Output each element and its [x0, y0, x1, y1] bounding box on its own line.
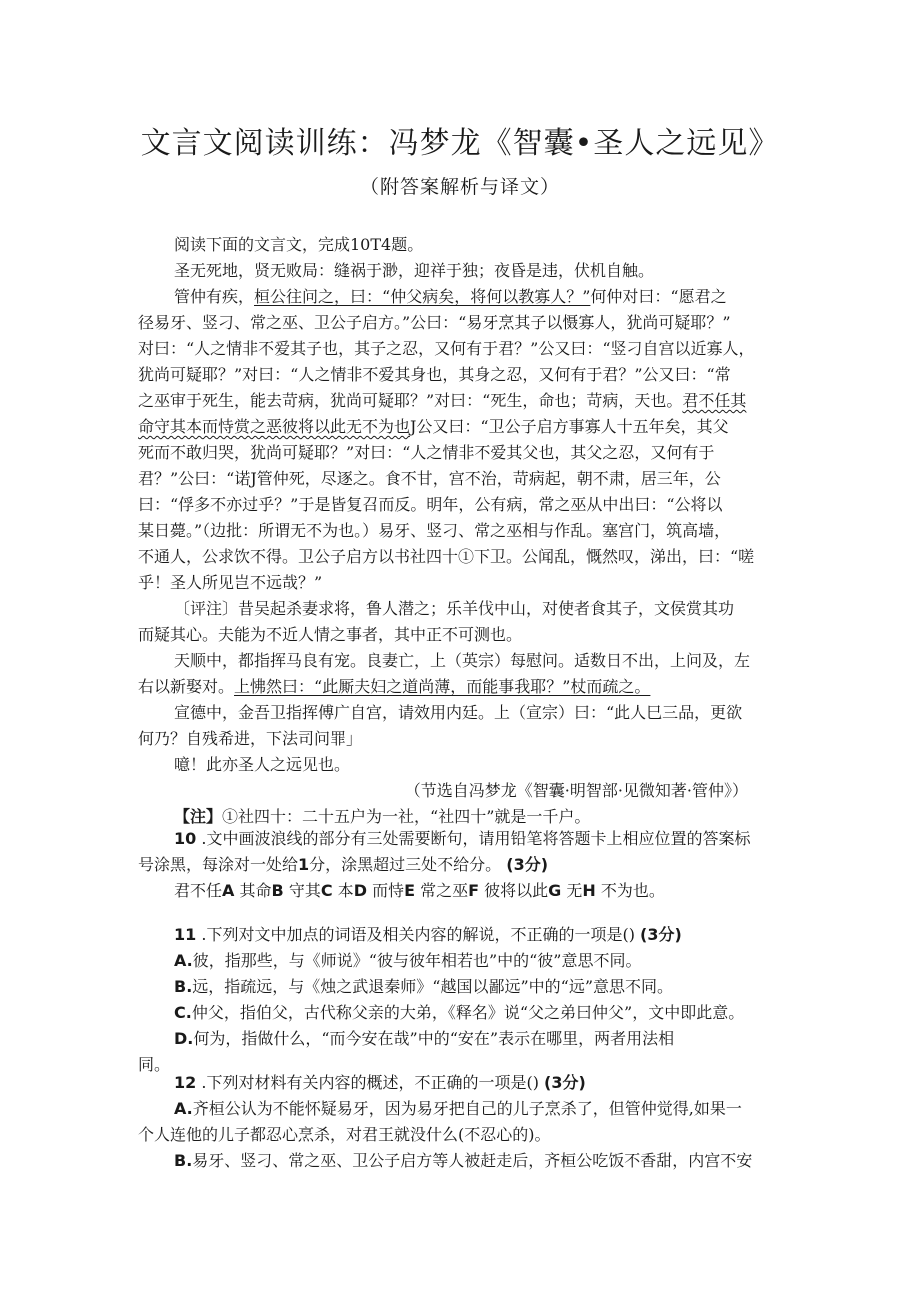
- question-text: 号涂黑，每涂对一处给: [138, 855, 299, 874]
- passage-line: 君？”公曰：“诺J管仲死，尽逐之。食不甘，宫不治，苛病起，朝不肃，居三年，公: [138, 469, 721, 488]
- passage-line: [138, 674, 798, 700]
- question-number: 11: [174, 925, 197, 944]
- option-label[interactable]: E: [404, 881, 416, 900]
- commentary-line: 而疑其心。夫能为不近人情之事者，其中正不可测也。: [138, 625, 523, 644]
- question-line: [138, 922, 798, 948]
- instruction-line: 阅读下面的文言文，完成10T4题。: [174, 235, 424, 254]
- question-10: [138, 826, 798, 904]
- option-text: 守其: [288, 881, 321, 900]
- option-text: 不为也。: [600, 881, 665, 900]
- option-text: 本: [337, 881, 354, 900]
- question-line: [138, 826, 798, 852]
- passage-line: [138, 388, 798, 414]
- text-span: 何仲对曰：“愿君之: [590, 287, 727, 306]
- choice-label: B.: [174, 1151, 193, 1170]
- choice-text: 齐桓公认为不能怀疑易牙，因为易牙把自己的儿子烹杀了，但管仲觉得,如果一: [192, 1099, 742, 1118]
- wavy-underlined-text: 命守其本而恃赏之恶彼将以此无不为也: [138, 417, 411, 436]
- question-line: [138, 852, 798, 878]
- passage-line: 圣无死地，贤无败局：缝祸于渺，迎祥于独；夜昏是违，伏机自触。: [174, 261, 655, 280]
- question-text: 分，涂黑超过三处不给分。: [309, 855, 502, 874]
- question-text: .下列对材料有关内容的概述，不正确的一项是(): [201, 1073, 539, 1092]
- score-label: (3分): [544, 1073, 586, 1092]
- wavy-underlined-text: 君不任其: [682, 391, 747, 410]
- question-line: [138, 1070, 798, 1096]
- option-label[interactable]: B: [271, 881, 284, 900]
- points-value: 1: [298, 855, 310, 874]
- option-label[interactable]: F: [468, 881, 480, 900]
- commentary-line: 〔评注〕昔吴起杀妻求将，鲁人潜之；乐羊伐中山，对使者食其子，文侯赏其功: [174, 599, 735, 618]
- passage-line: 曰：“俘多不亦过乎？”于是皆复召而反。明年，公有病，常之巫从中出曰：“公将以: [138, 495, 723, 514]
- passage-line: 不通人，公求饮不得。卫公子启方以书社四十①下卫。公闻乱，慨然叹，涕出，曰：“嗟: [138, 547, 755, 566]
- choice-text: 易牙、竖刁、常之巫、卫公子启方等人被赶走后，齐桓公吃饭不香甜，内宫不安: [192, 1151, 753, 1170]
- source-citation: （节选自冯梦龙《智囊·明智部·见微知著·管仲》）: [404, 781, 748, 800]
- choice-a[interactable]: [138, 1096, 798, 1122]
- passage-line: 何乃？自残希进，下法司问罪」: [138, 729, 363, 748]
- answer-options-line: [138, 878, 798, 904]
- passage-line: [138, 414, 798, 440]
- passage-line: 噫！此亦圣人之远见也。: [174, 755, 351, 774]
- choice-d-continued: 同。: [138, 1055, 171, 1074]
- underlined-sentence: 上怫然曰：“此厮夫妇之道尚薄，而能事我耶？”: [234, 677, 571, 696]
- question-11: [138, 922, 798, 1078]
- underlined-sentence: 桓公往问之，曰：“仲父病矣，将何以教寡人？”: [254, 287, 591, 306]
- choice-d[interactable]: [138, 1026, 798, 1052]
- score-label: (3分): [506, 855, 549, 874]
- passage-line: 径易牙、竖刁、常之巫、卫公子启方。”公曰：“易牙烹其子以慑寡人，犹尚可疑耶？”: [138, 313, 731, 332]
- question-12: [138, 1070, 798, 1174]
- passage-line: 对曰：“人之情非不爱其子也，其子之忍，又何有于君？”公又曰：“竖刁自宫以近寡人，: [138, 339, 755, 358]
- choice-label: B.: [174, 977, 193, 996]
- option-text: 常之巫: [420, 881, 469, 900]
- underlined-sentence: 杖而疏之。: [570, 677, 651, 696]
- passage-line: 乎！圣人所见岂不远哉？”: [138, 573, 323, 592]
- choice-label: D.: [174, 1029, 194, 1048]
- passage-line: 死而不敢归哭，犹尚可疑耶？”对曰：“人之情非不爱其父也，其父之忍，又何有于: [138, 443, 715, 462]
- choice-text: 何为，指做什么，“而今安在哉”中的“安在”表示在哪里，两者用法相: [193, 1029, 675, 1048]
- text-span: 之巫审于死生，能去苛病，犹尚可疑耶？”对曰：“死生，命也；苛病，天也。: [138, 391, 683, 410]
- question-number: 12: [174, 1073, 197, 1092]
- passage-line: 宣德中，金吾卫指挥傅广自宫，请效用内廷。上（宣宗）曰：“此人巳三品，更欲: [174, 703, 743, 722]
- passage-line: 犹尚可疑耶？”对曰：“人之情非不爱其身也，其身之忍，又何有于君？”公又曰：“常: [138, 365, 731, 384]
- footnote-label: 【注】: [174, 807, 223, 826]
- option-label[interactable]: D: [353, 881, 367, 900]
- choice-label: A.: [174, 1099, 193, 1118]
- text-span: 管仲有疾，: [174, 287, 255, 306]
- option-text: 无: [566, 881, 583, 900]
- passage-line: 天顺中，都指挥马良有宠。良妻亡，上（英宗）每慰问。适数日不出，上问及，左: [174, 651, 751, 670]
- choice-c[interactable]: [138, 1000, 798, 1026]
- question-text: .下列对文中加点的词语及相关内容的解说，不正确的一项是(): [201, 925, 635, 944]
- passage-line: 某日薨。”（边批：所谓无不为也。）易牙、竖刁、常之巫相与作乱。塞宫门，筑高墙，: [138, 521, 731, 540]
- text-span: J公又曰：“卫公子启方事寡人十五年矣，其父: [410, 417, 729, 436]
- question-number: 10: [174, 829, 197, 848]
- option-label[interactable]: G: [548, 881, 562, 900]
- option-text: 君不任: [174, 881, 223, 900]
- score-label: (3分): [640, 925, 682, 944]
- option-text: 彼将以此: [484, 881, 549, 900]
- document-subtitle: （附答案解析与译文）: [359, 176, 560, 198]
- option-text: 其命: [239, 881, 272, 900]
- passage-line: [138, 284, 798, 310]
- footnote-text: ①社四十：二十五户为一社，“社四十”就是一千户。: [222, 807, 591, 826]
- choice-label: A.: [174, 951, 193, 970]
- choice-b[interactable]: [138, 1148, 798, 1174]
- choice-a[interactable]: [138, 948, 798, 974]
- choice-label: C.: [174, 1003, 192, 1022]
- question-text: .文中画波浪线的部分有三处需要断句，请用铅笔将答题卡上相应位置的答案标: [201, 829, 751, 848]
- option-text: 而恃: [372, 881, 405, 900]
- option-label[interactable]: A: [222, 881, 235, 900]
- choice-b[interactable]: [138, 974, 798, 1000]
- choice-text: 远，指疏远，与《烛之武退秦师》“越国以鄙远”中的“远”意思不同。: [192, 977, 674, 996]
- text-span: 右以新娶对。: [138, 677, 235, 696]
- passage: [138, 232, 798, 830]
- document-title: 文言文阅读训练：冯梦龙《智囊•圣人之远见》: [140, 126, 780, 161]
- option-label[interactable]: H: [582, 881, 596, 900]
- choice-text: 彼，指那些，与《师说》“彼与彼年相若也”中的“彼”意思不同。: [192, 951, 642, 970]
- choice-text: 仲父，指伯父，古代称父亲的大弟，《释名》说“父之弟曰仲父”，文中即此意。: [191, 1003, 745, 1022]
- option-label[interactable]: C: [320, 881, 333, 900]
- choice-a-continued: 个人连他的儿子都忍心烹杀，对君王就没什么(不忍心的)。: [138, 1125, 551, 1144]
